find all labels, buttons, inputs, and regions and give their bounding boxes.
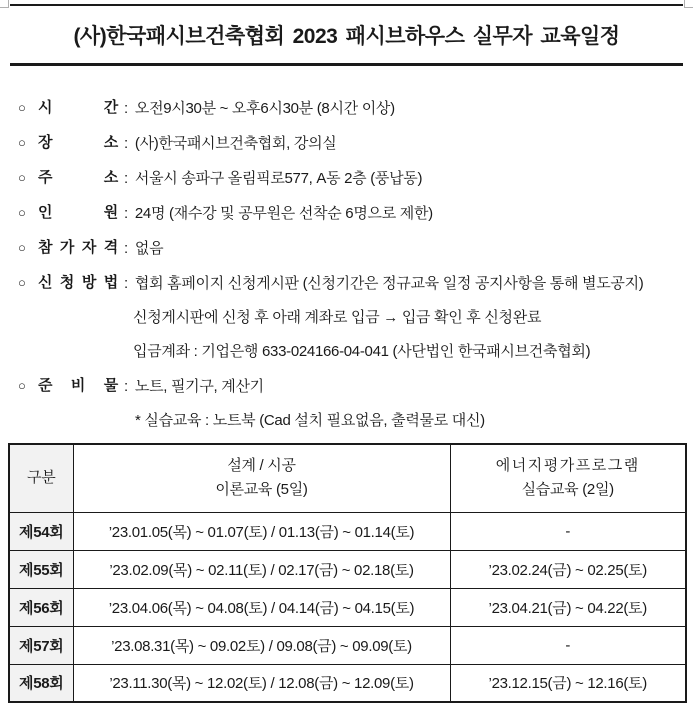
info-label: 장 소	[38, 134, 118, 151]
table-row	[9, 550, 686, 588]
session-cell: 제55회	[9, 550, 73, 588]
info-row-supplies	[18, 374, 693, 398]
info-value: (사)한국패시브건축협회, 강의실	[134, 135, 337, 152]
info-row-capacity	[18, 201, 693, 225]
bank-account-line: 입금계좌 : 기업은행 633-024166-04-041 (사단법인 한국패시브건축협회)	[133, 343, 591, 360]
info-row-place	[18, 131, 693, 155]
info-row-address	[18, 166, 693, 190]
theory-dates-cell: ’23.01.05(목) ~ 01.07(토) / 01.13(금) ~ 01.14(토)	[73, 512, 450, 550]
info-value: 협회 홈페이지 신청게시판 (신청기간은 정규교육 일정 공지사항을 통해 별도공지)	[134, 275, 644, 292]
page-title: (사)한국패시브건축협회 2023 패시브하우스 실무자 교육일정	[73, 25, 620, 48]
info-list	[18, 96, 693, 432]
header-theory-col: 설계 / 시공 이론교육 (5일)	[73, 444, 450, 512]
info-row-eligibility	[18, 236, 693, 260]
info-value: 없음	[134, 240, 164, 257]
session-cell: 제54회	[9, 512, 73, 550]
colon: :	[124, 378, 128, 395]
info-label: 준 비 물	[38, 377, 118, 394]
practice-dates-cell: -	[450, 512, 686, 550]
theory-dates-cell: ’23.11.30(목) ~ 12.02(토) / 12.08(금) ~ 12.09(토)	[73, 664, 450, 702]
table-row	[9, 588, 686, 626]
info-label: 신 청 방 법	[38, 274, 118, 291]
info-label: 시 간	[38, 99, 118, 116]
header-session-col: 구분	[9, 444, 73, 512]
info-value: 노트, 필기구, 계산기	[134, 378, 264, 395]
session-cell: 제56회	[9, 588, 73, 626]
colon: :	[124, 240, 128, 257]
schedule-table	[8, 443, 687, 703]
circle-bullet-icon: ○	[18, 100, 26, 115]
info-label: 참 가 자 격	[38, 239, 118, 256]
circle-bullet-icon: ○	[18, 275, 26, 290]
practice-dates-cell: ’23.04.21(금) ~ 04.22(토)	[450, 588, 686, 626]
circle-bullet-icon: ○	[18, 240, 26, 255]
table-row	[9, 512, 686, 550]
colon: :	[124, 135, 128, 152]
theory-dates-cell: ’23.08.31(목) ~ 09.02토) / 09.08(금) ~ 09.09(토)	[73, 626, 450, 664]
practice-dates-cell: ’23.12.15(금) ~ 12.16(토)	[450, 664, 686, 702]
info-label: 주 소	[38, 169, 118, 186]
header-practice-col: 에너지평가프로그램 실습교육 (2일)	[450, 444, 686, 512]
info-value: 24명 (재수강 및 공무원은 선착순 6명으로 제한)	[134, 205, 433, 222]
info-value: 오전9시30분 ~ 오후6시30분 (8시간 이상)	[134, 100, 395, 117]
practice-note-line: * 실습교육 : 노트북 (Cad 설치 필요없음, 출력물로 대신)	[135, 412, 485, 429]
title-block	[10, 4, 683, 66]
application-step-line: 신청게시판에 신청 후 아래 계좌로 입금 → 입금 확인 후 신청완료	[133, 309, 542, 326]
info-value: 서울시 송파구 올림픽로577, A동 2층 (풍납동)	[134, 170, 423, 187]
colon: :	[124, 100, 128, 117]
table-header-row	[9, 444, 686, 512]
info-label: 인 원	[38, 204, 118, 221]
theory-dates-cell: ’23.02.09(목) ~ 02.11(토) / 02.17(금) ~ 02.18(토)	[73, 550, 450, 588]
info-row-application	[18, 271, 693, 295]
theory-dates-cell: ’23.04.06(목) ~ 04.08(토) / 04.14(금) ~ 04.15(토)	[73, 588, 450, 626]
colon: :	[124, 275, 128, 292]
session-cell: 제57회	[9, 626, 73, 664]
table-row	[9, 664, 686, 702]
page-corner-mark	[0, 0, 9, 8]
colon: :	[124, 205, 128, 222]
info-row-time	[18, 96, 693, 120]
colon: :	[124, 170, 128, 187]
circle-bullet-icon: ○	[18, 378, 26, 393]
table-row	[9, 626, 686, 664]
circle-bullet-icon: ○	[18, 135, 26, 150]
practice-dates-cell: -	[450, 626, 686, 664]
circle-bullet-icon: ○	[18, 170, 26, 185]
practice-dates-cell: ’23.02.24(금) ~ 02.25(토)	[450, 550, 686, 588]
page-corner-mark	[684, 0, 693, 8]
circle-bullet-icon: ○	[18, 205, 26, 220]
session-cell: 제58회	[9, 664, 73, 702]
